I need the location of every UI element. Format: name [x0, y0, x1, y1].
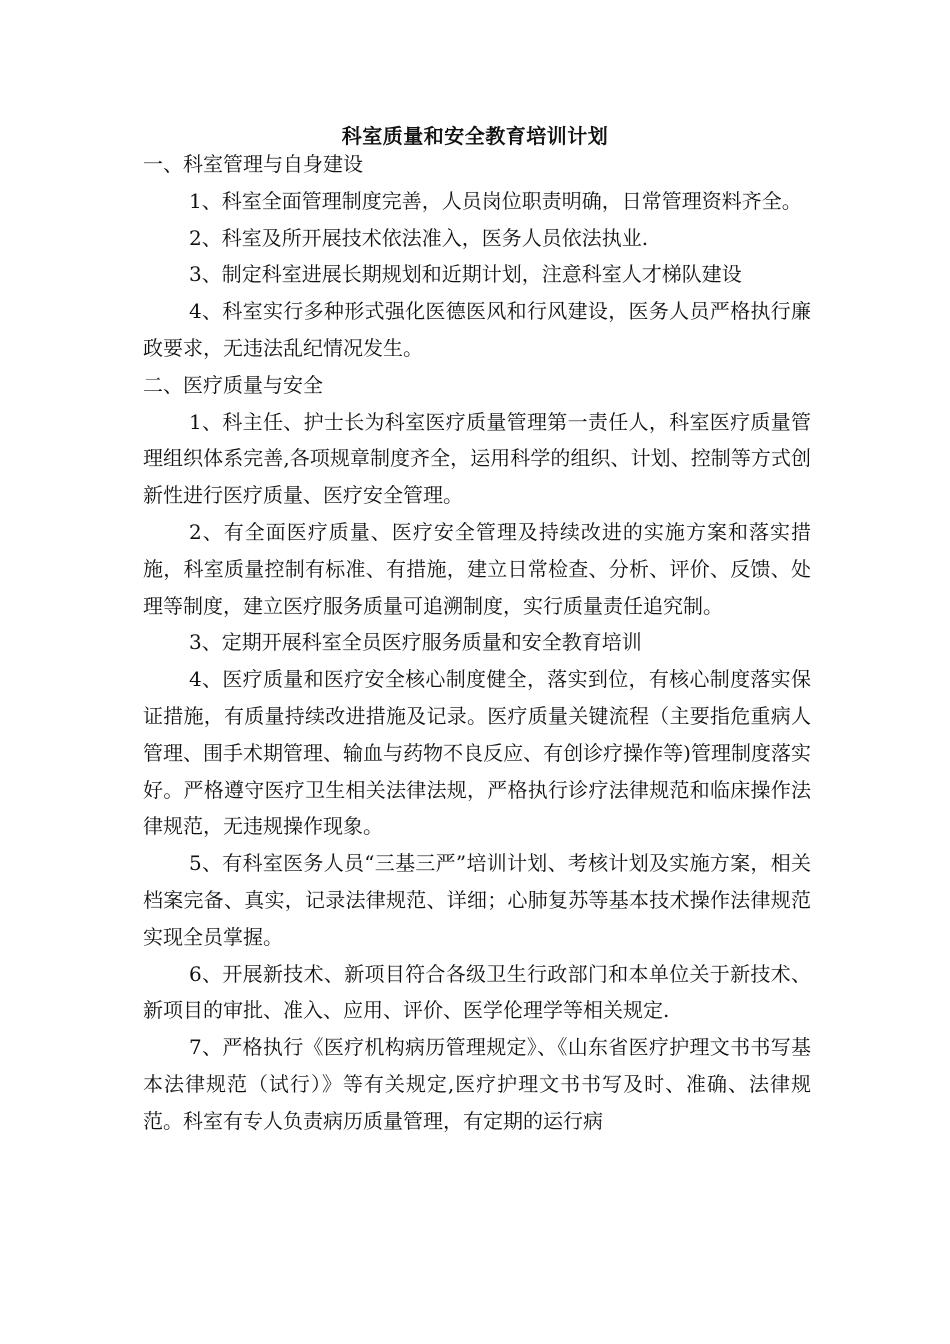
- section-heading-2: 二、医疗质量与安全: [143, 372, 323, 397]
- paragraph: 6、开展新技术、新项目符合各级卫生行政部门和本单位关于新技术、新项目的审批、准入、应用、评价、医学伦理学等相关规定.: [143, 961, 811, 1023]
- paragraph: 5、有科室医务人员“三基三严”培训计划、考核计划及实施方案，相关档案完备、真实，记录法律规范、详细；心肺复苏等基本技术操作法律规范实现全员掌握。: [143, 851, 811, 949]
- document-title: 科室质量和安全教育培训计划: [341, 124, 609, 148]
- paragraph: 3、制定科室进展长期规划和近期计划，注意科室人才梯队建设: [189, 262, 742, 287]
- paragraph: 2、有全面医疗质量、医疗安全管理及持续改进的实施方案和落实措施，科室质量控制有标准、有措施，建立日常检查、分析、评价、反馈、处理等制度，建立医疗服务质量可追溯制度，实行质量责任追究制。: [143, 519, 811, 618]
- section-heading-1: 一、科室管理与自身建设: [143, 152, 363, 176]
- paragraph: 1、科主任、护士长为科室医疗质量管理第一责任人，科室医疗质量管理组织体系完善,各项规章制度齐全，运用科学的组织、计划、控制等方式创新性进行医疗质量、医疗安全管理。: [143, 409, 811, 508]
- paragraph: 4、科室实行多种形式强化医德医风和行风建设，医务人员严格执行廉政要求，无违法乱纪情况发生。: [143, 299, 811, 360]
- paragraph: 2、科室及所开展技术依法准入，医务人员依法执业.: [189, 225, 649, 250]
- paragraph: 4、医疗质量和医疗安全核心制度健全，落实到位，有核心制度落实保证措施，有质量持续改进措施及记录。医疗质量关键流程（主要指危重病人管理、围手术期管理、输血与药物不良反应、有创诊疗操作等)管理制度落实好。严格遵守医疗卫生相关法律法规，严格执行诊疗法律规范和临床操作法律规范，无违规操作现象。: [143, 667, 811, 839]
- paragraph: 7、严格执行《医疗机构病历管理规定》、《山东省医疗护理文书书写基本法律规范（试行）》等有关规定,医疗护理文书书写及时、准确、法律规范。科室有专人负责病历质量管理，有定期的运行病: [143, 1035, 811, 1133]
- document-body: [143, 146, 811, 1140]
- paragraph: 3、定期开展科室全员医疗服务质量和安全教育培训: [189, 630, 642, 655]
- paragraph: 1、科室全面管理制度完善，人员岗位职责明确，日常管理资料齐全。: [189, 188, 802, 213]
